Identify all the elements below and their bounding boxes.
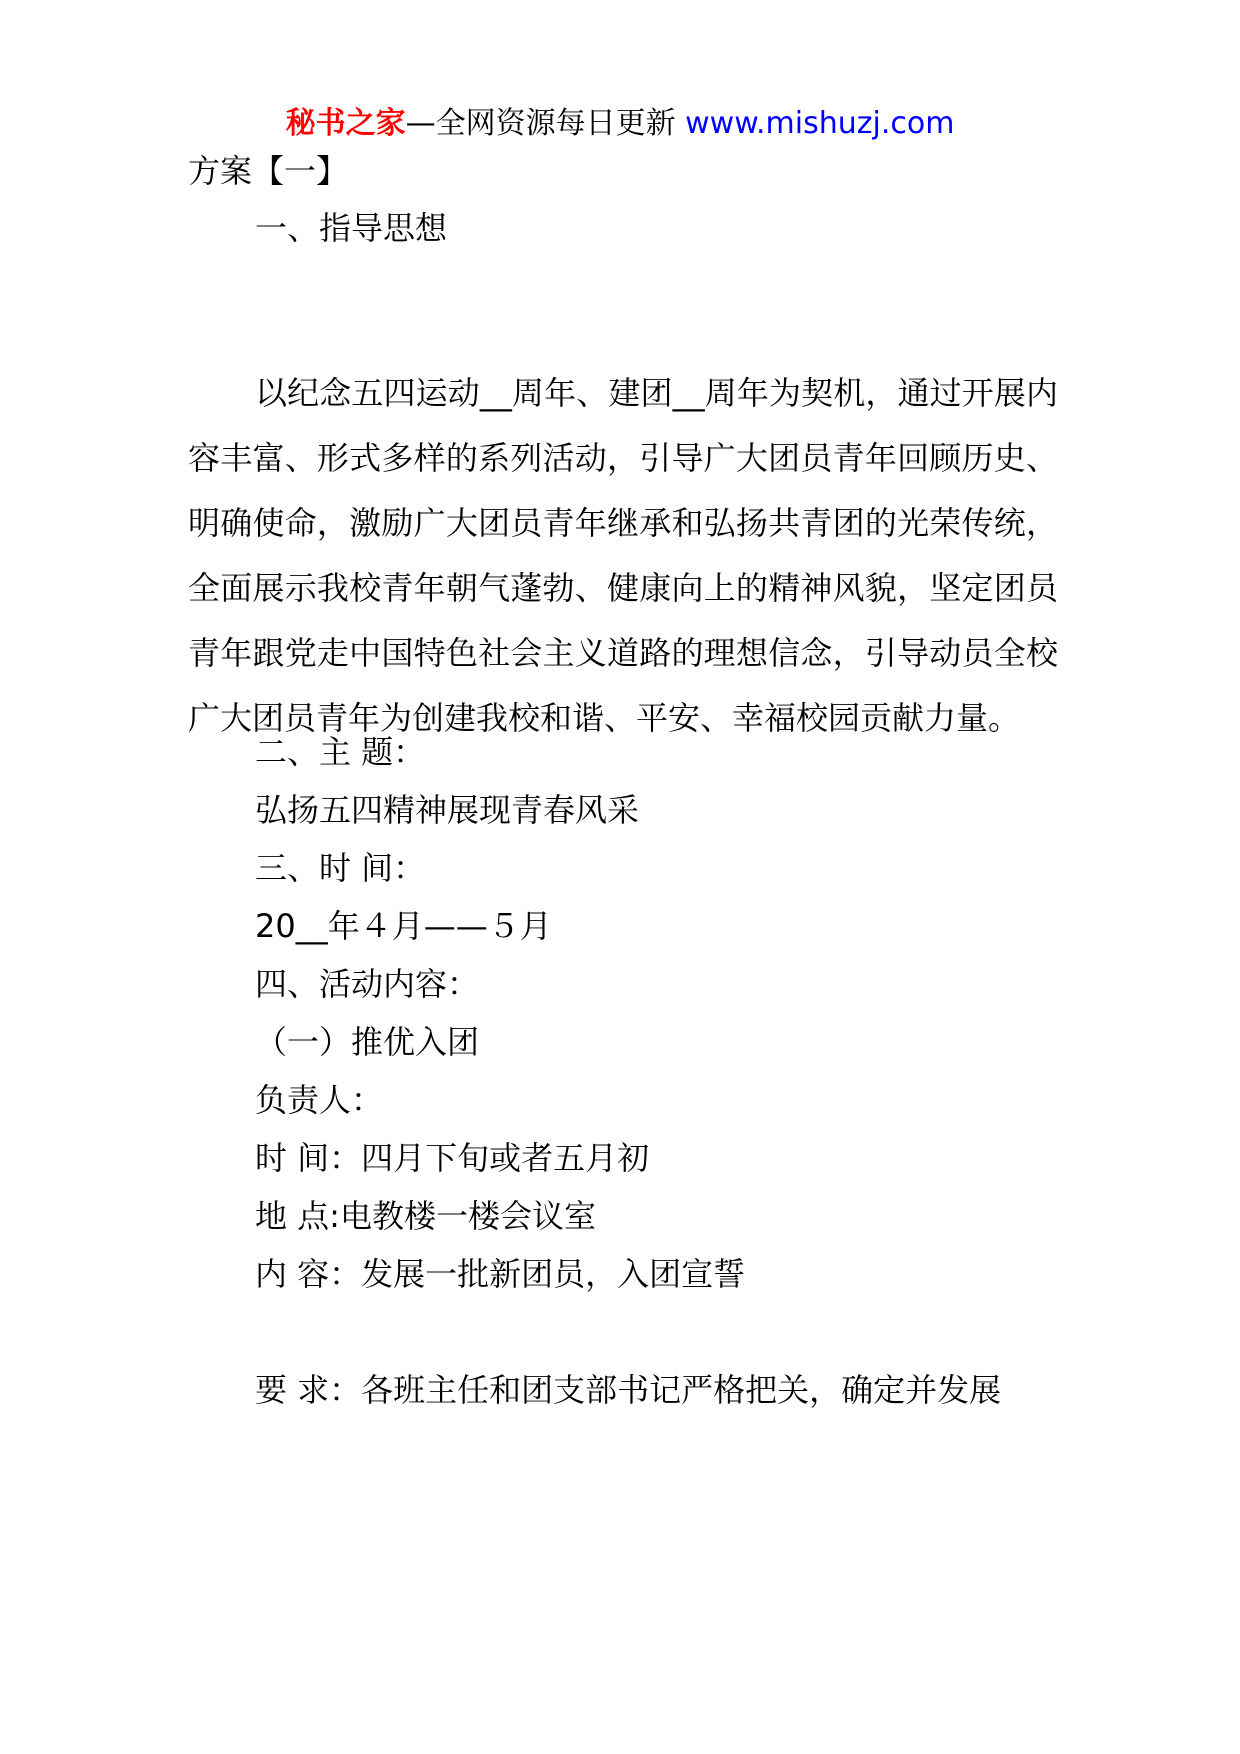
activity-requirement: 要 求：各班主任和团支部书记严格把关，确定并发展 (255, 1371, 1002, 1409)
section-heading-activities: 四、活动内容： (255, 965, 480, 1003)
section-heading-time: 三、时 间： (255, 849, 426, 887)
activity-title: （一）推优入团 (255, 1023, 480, 1061)
section-heading-theme: 二、主 题： (255, 733, 426, 771)
page-header (0, 102, 1240, 146)
section-heading-guiding-ideology: 一、指导思想 (255, 209, 448, 247)
activity-place: 地 点:电教楼一楼会议室 (255, 1197, 596, 1235)
activity-content: 内 容：发展一批新团员，入团宣誓 (255, 1255, 746, 1293)
website-link[interactable]: www.mishuzj.com (685, 106, 955, 141)
activity-owner: 负责人： (255, 1081, 384, 1119)
time-text: 20__年４月——５月 (255, 907, 552, 945)
activity-time: 时 间：四月下旬或者五月初 (255, 1139, 650, 1177)
guiding-ideology-paragraph: 以纪念五四运动__周年、建团__周年为契机，通过开展内容丰富、形式多样的系列活动，引导广大团员青年回顾历史、明确使命，激励广大团员青年继承和弘扬共青团的光荣传统，全面展示我校青年朝气蓬勃、健康向上的精神风貌，坚定团员青年跟党走中国特色社会主义道路的理想信念，引导动员全校广大团员青年为创建我校和谐、平安、幸福校园贡献力量。 (188, 374, 1058, 737)
header-tagline: —全网资源每日更新 (405, 106, 686, 141)
brand-name: 秘书之家 (285, 106, 406, 141)
document-title: 方案【一】 (188, 152, 349, 190)
theme-text: 弘扬五四精神展现青春风采 (255, 791, 640, 829)
